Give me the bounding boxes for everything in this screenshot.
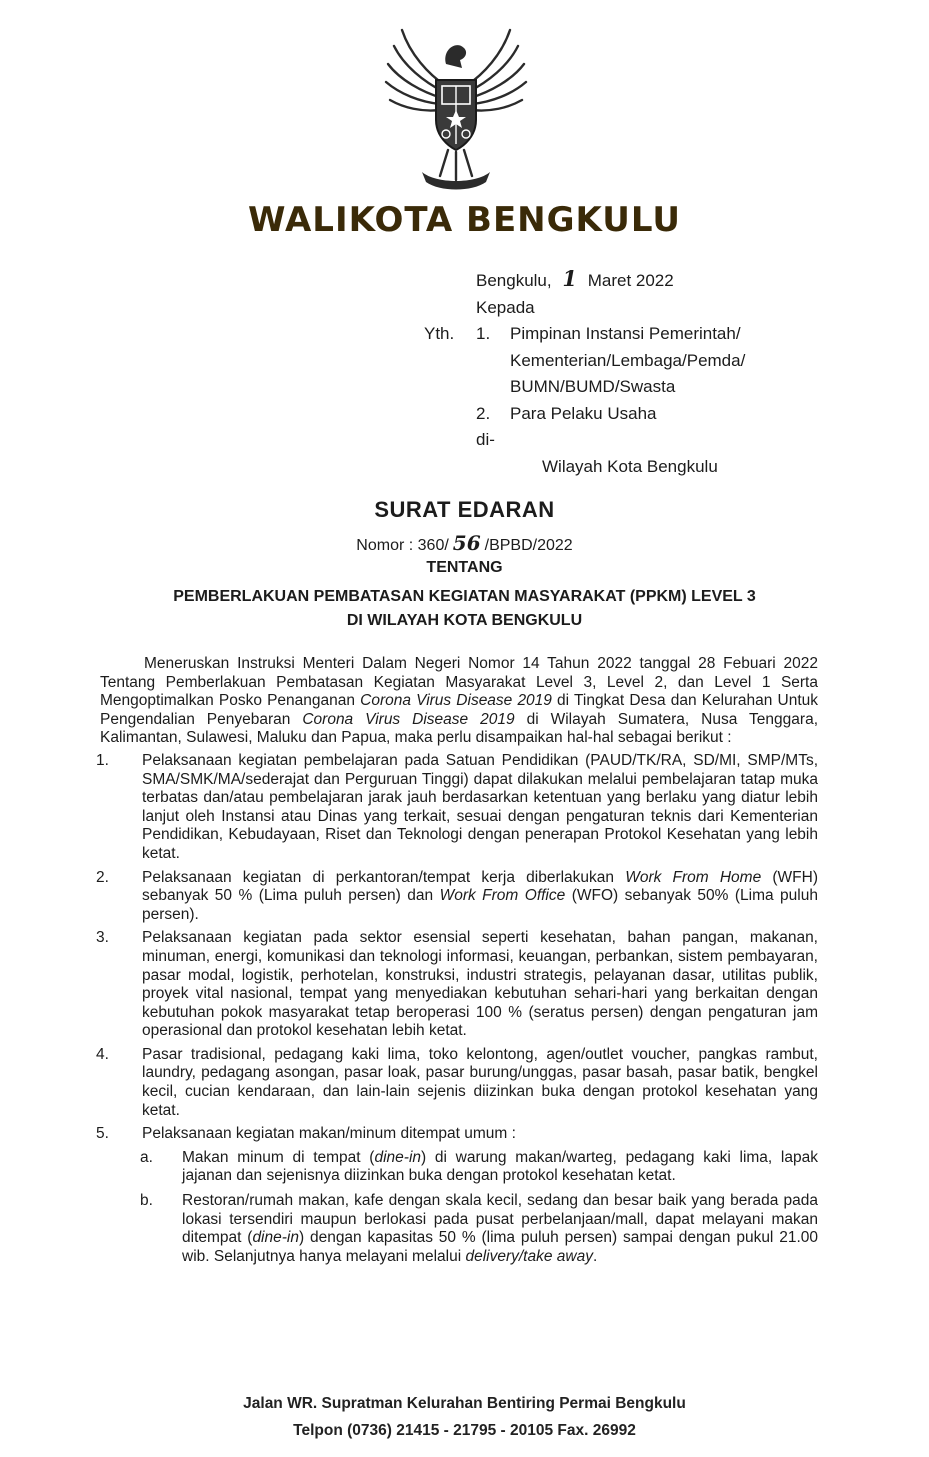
intro-paragraph: Meneruskan Instruksi Menteri Dalam Negeri Nomor 14 Tahun 2022 tanggal 28 Febuari 2022 Tentang Pemberlakuan Pembatasan Kegiatan Masyarakat Level 3, Level 2, dan Level 1 Serta Mengoptimalkan Posko Penanganan Corona Virus Disease 2019 di Tingkat Desa dan Kelurahan Untuk Pengendalian Penyebaran Corona Virus Disease 2019 di Wilayah Sumatera, Nusa Tenggara, Kalimantan, Sulawesi, Maluku dan Papua, maka perlu disampaikan hal-hal sebagai berikut : xyxy=(100,655,818,747)
footer-phone: Telpon (0736) 21415 - 21795 - 20105 Fax. 26992 xyxy=(293,1422,636,1439)
subject-line: PEMBERLAKUAN PEMBATASAN KEGIATAN MASYARAKAT (PPKM) LEVEL 3 xyxy=(173,588,756,605)
address-block xyxy=(424,266,844,480)
tentang-label: TENTANG xyxy=(426,559,503,576)
nomor-prefix: Nomor : 360/ xyxy=(356,537,449,554)
recipient-row xyxy=(424,401,844,428)
recipient-text: Pimpinan Instansi Pemerintah/ xyxy=(510,324,741,343)
letterhead-footer xyxy=(0,1390,929,1444)
list-item: 4. Pasar tradisional, pedagang kaki lima, toko kelontong, agen/outlet voucher, pangkas rambut, laundry, pedagang asongan, pasar loak, pasar burung/unggas, pasar basah, pasar batik, bengkel kecil, cucian kendaraan, dan lain-lain sejenis diizinkan buka dengan protokol kesehatan yang ketat. xyxy=(96,1045,818,1119)
date-day-handwritten: 1 xyxy=(562,266,577,291)
recipient-text: Kementerian/Lembaga/Pemda/ xyxy=(510,350,746,370)
list-item: 5. Pelaksanaan kegiatan makan/minum ditempat umum : xyxy=(96,1125,516,1143)
recipient-number: 2. xyxy=(476,403,491,423)
circular-title: SURAT EDARAN xyxy=(374,497,555,522)
nomor-handwritten: 56 xyxy=(452,531,481,555)
letter-body xyxy=(96,655,819,1272)
date-place: Bengkulu, xyxy=(476,271,552,290)
letter-date xyxy=(424,266,844,295)
recipient-row xyxy=(424,348,844,375)
recipient-number: 1. xyxy=(476,324,491,343)
sub-list-item: b. Restoran/rumah makan, kafe dengan skala kecil, sedang dan besar baik yang berada pada lokasi tersendiri maupun berlokasi pada pusat perbelanjaan/mall, dapat melayani makan ditempat (dine-in) dengan kapasitas 50 % (lima puluh persen) sampai dengan pukul 21.00 wib. Selanjutnya hanya melayani melalui delivery/take away. xyxy=(140,1192,818,1265)
yth-label: Yth. xyxy=(424,324,455,343)
recipient-text: BUMN/BUMD/Swasta xyxy=(510,377,676,396)
provisions-list xyxy=(96,752,818,1266)
date-month-year: Maret 2022 xyxy=(587,271,674,290)
sub-list-item: a. Makan minum di tempat (dine-in) di warung makan/warteg, pedagang kaki lima, lapak jajanan dan sejenisnya diizinkan buka dengan protokol kesehatan ketat. xyxy=(140,1148,818,1185)
recipient-text: Para Pelaku Usaha xyxy=(510,403,657,423)
kepada-label: Kepada xyxy=(476,297,535,317)
garuda-emblem-icon xyxy=(376,24,536,194)
nomor-suffix: /BPBD/2022 xyxy=(484,537,573,554)
di-label: di- xyxy=(476,430,495,449)
list-item: 2. Pelaksanaan kegiatan di perkantoran/tempat kerja diberlakukan Work From Home (WFH) sebanyak 50 % (Lima puluh persen) dan Work From Office (WFO) sebanyak 50% (Lima puluh persen). xyxy=(96,868,819,923)
recipient-row xyxy=(424,374,844,401)
circular-number xyxy=(0,531,929,555)
footer-address: Jalan WR. Supratman Kelurahan Bentiring Permai Bengkulu xyxy=(243,1395,686,1412)
recipient-row xyxy=(424,321,844,348)
circular-title-block xyxy=(0,497,929,633)
subject-line: DI WILAYAH KOTA BENGKULU xyxy=(346,612,583,629)
mayor-title: WALIKOTA BENGKULU xyxy=(248,200,681,240)
list-item: 3. Pelaksanaan kegiatan pada sektor esensial seperti kesehatan, bahan pangan, makanan, minuman, energi, komunikasi dan teknologi informasi, keuangan, perbankan, sistem pembayaran, pasar modal, logistik, perhotelan, konstruksi, industri strategis, pelayanan dasar, utilitas publik, proyek vital nasional, tempat yang menyediakan kebutuhan sehari-hari yang berkaitan dengan kebutuhan pokok masyarakat tetap beroperasi 100 % (seratus persen) dengan pengaturan jam operasional dan protokol kesehatan lebih ketat. xyxy=(96,929,818,1040)
area-label: Wilayah Kota Bengkulu xyxy=(542,456,718,476)
list-item: 1. Pelaksanaan kegiatan pembelajaran pada Satuan Pendidikan (PAUD/TK/RA, SD/MI, SMP/MTs, SMA/SMK/MA/sederajat dan Perguruan Tinggi) dapat dilakukan melalui pembelajaran tatap muka terbatas dan/atau pembelajaran jarak jauh berdasarkan ketentuan yang berlaku yang diatur lebih lanjut oleh Instansi atau Dinas yang terkait, sesuai dengan pengaturan teknis dari Kementerian Pendidikan, Kebudayaan, Riset dan Teknologi dengan penerapan Protokol Kesehatan yang lebih ketat. xyxy=(96,751,818,862)
circular-subject xyxy=(0,585,929,633)
